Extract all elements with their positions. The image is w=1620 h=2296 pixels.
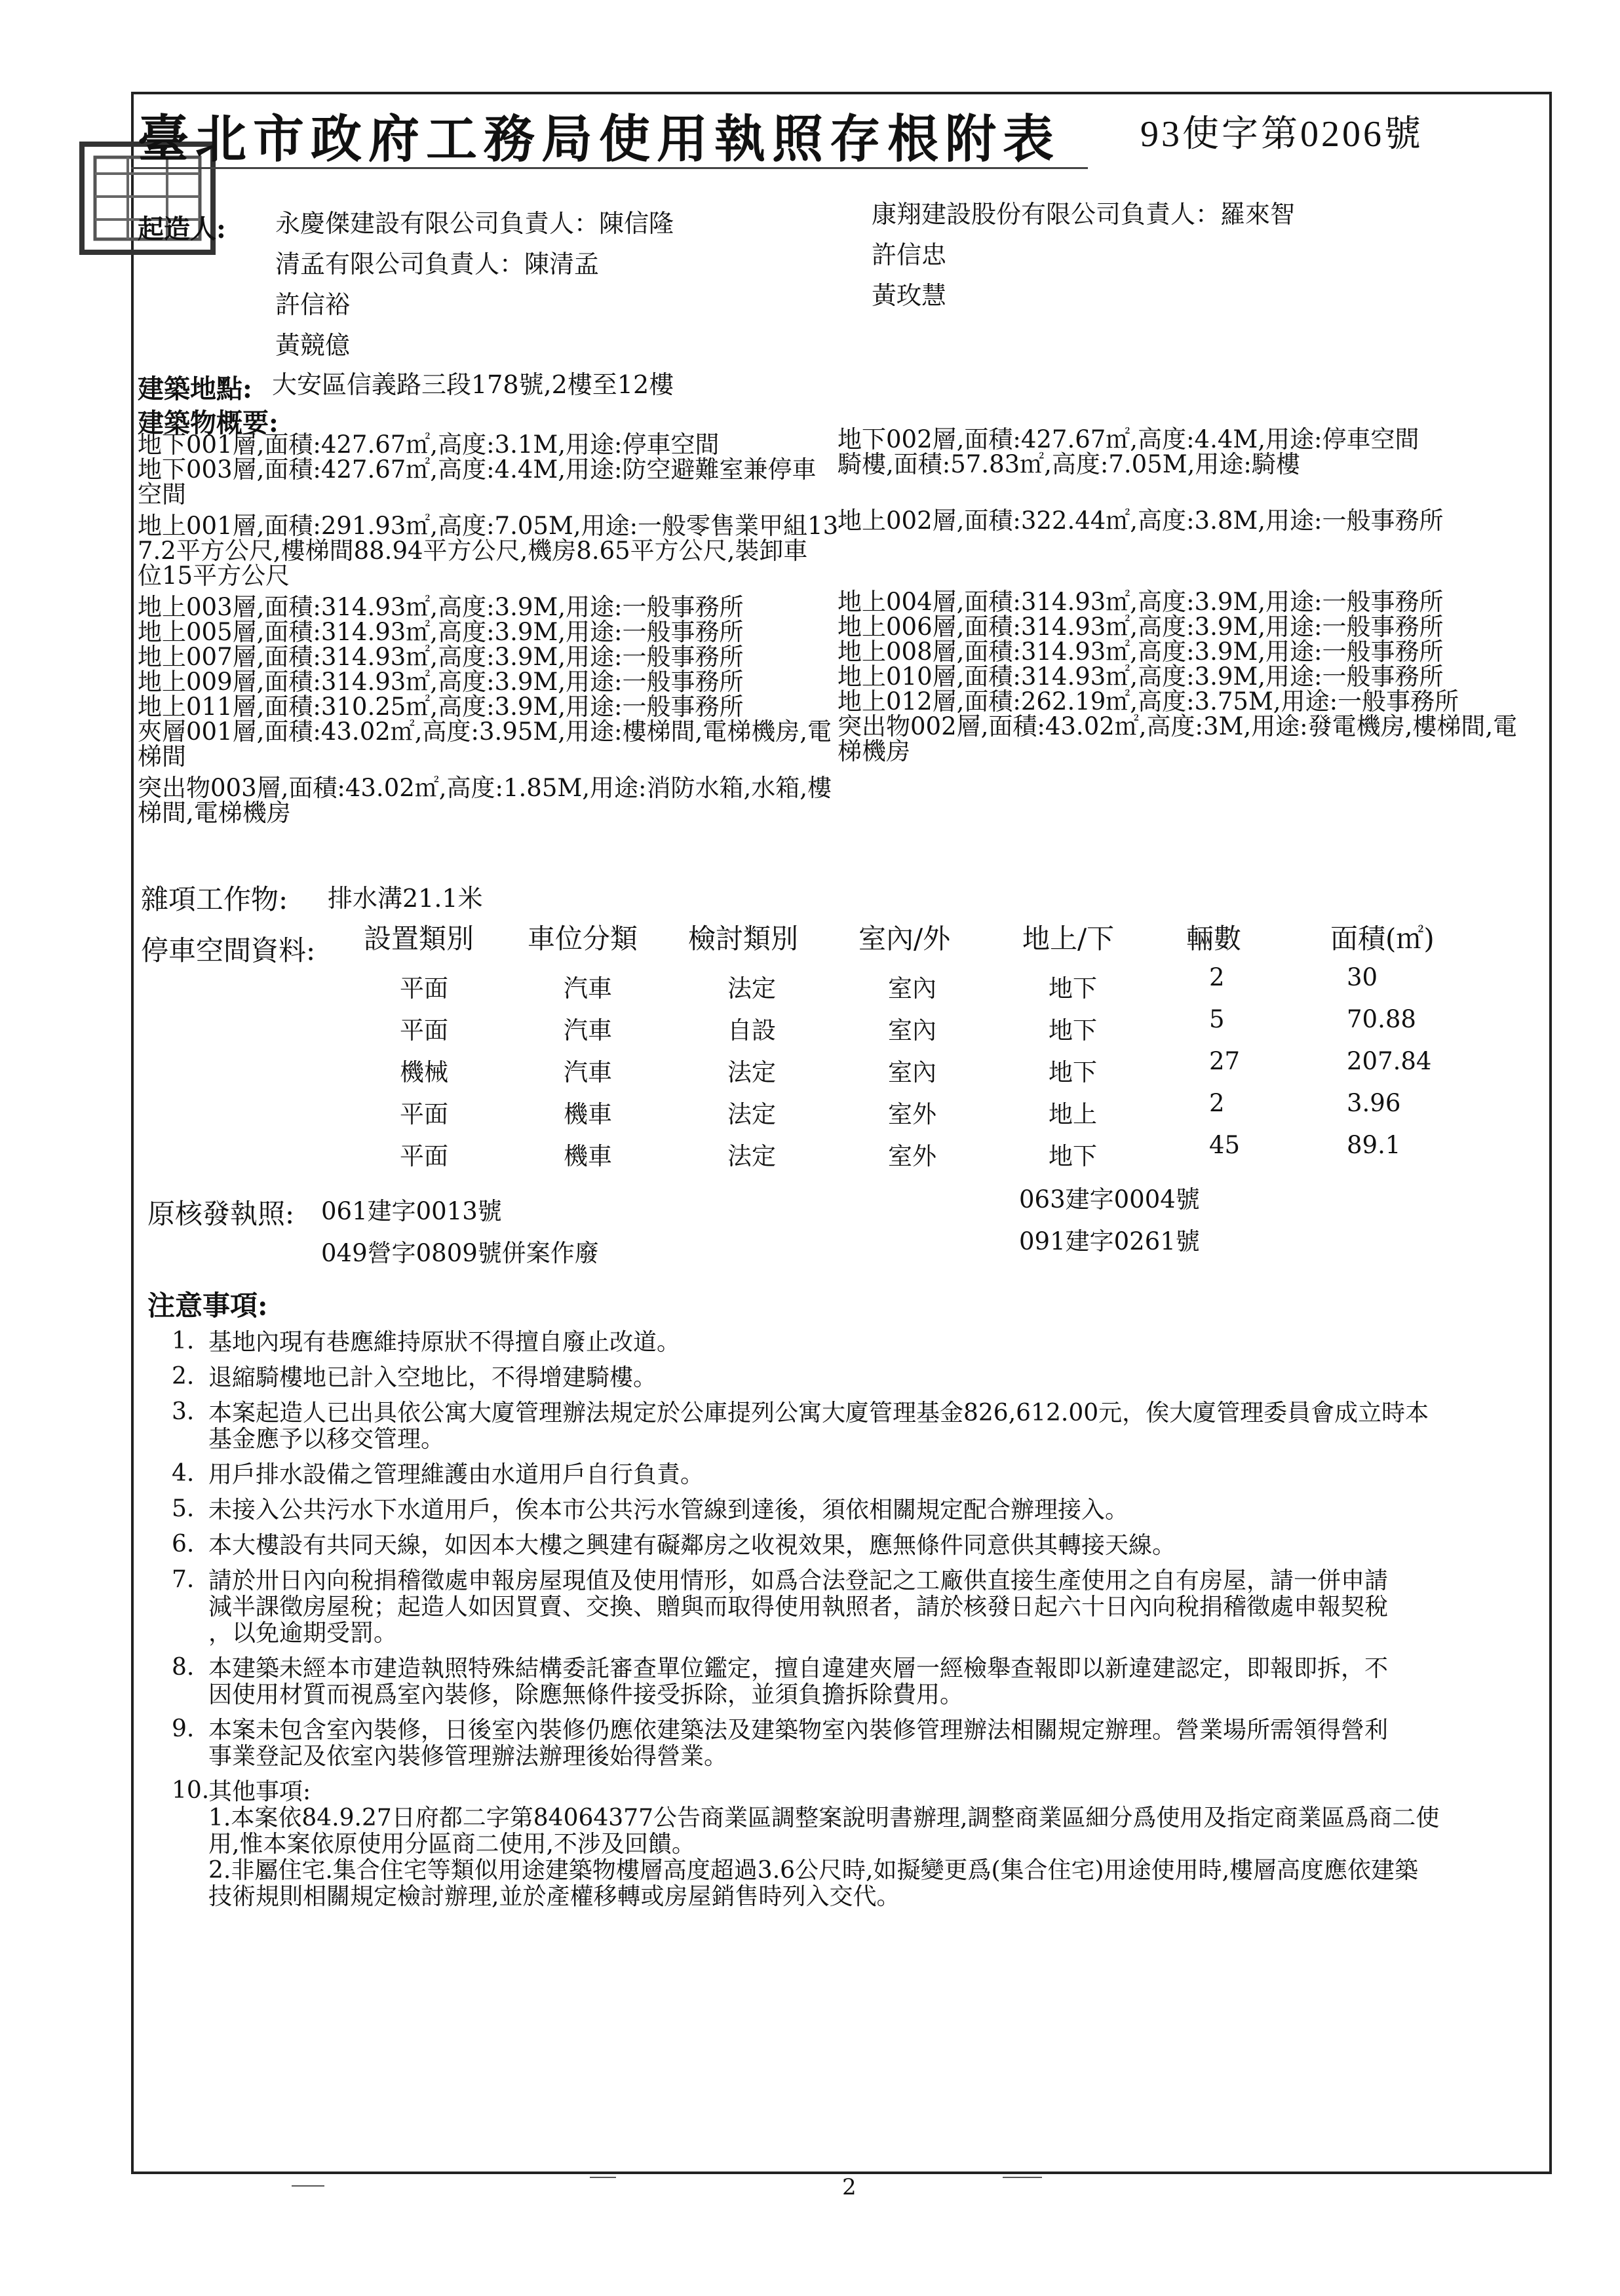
note-line: 技術規則相關規定檢討辦理,並於產權移轉或房屋銷售時列入交代。	[208, 1883, 900, 1910]
note-line: 其他事項:	[208, 1778, 311, 1805]
footer-mark	[1003, 2177, 1042, 2178]
note-number: 5.	[172, 1495, 195, 1522]
note-line: 未接入公共污水下水道用戶，俟本市公共污水管線到達後，須依相關規定配合辦理接入。	[208, 1497, 1129, 1523]
original-permits-label: 原核發執照:	[147, 1198, 295, 1230]
parking-column-header: 檢討類別	[688, 923, 799, 955]
parking-cell: 法定	[727, 1100, 776, 1128]
parking-cell: 70.88	[1347, 1005, 1416, 1033]
parking-cell: 207.84	[1347, 1047, 1432, 1075]
parking-cell: 室內	[888, 1058, 936, 1086]
parking-cell: 2	[1209, 1089, 1225, 1117]
parking-cell: 法定	[727, 974, 776, 1003]
note-number: 3.	[172, 1398, 195, 1425]
parking-cell: 平面	[400, 974, 448, 1003]
original-permit-left-1: 061建字0013號	[321, 1197, 502, 1225]
parking-cell: 法定	[727, 1058, 776, 1086]
parking-column-header: 室內/外	[858, 923, 951, 955]
footer-mark	[292, 2185, 324, 2187]
note-number: 1.	[172, 1328, 195, 1354]
overview-line-right: 地上010層,面積:314.93㎡,高度:3.9M,用途:一般事務所	[838, 662, 1444, 691]
overview-line-left: 地下003層,面積:427.67㎡,高度:4.4M,用途:防空避難室兼停車	[138, 455, 817, 484]
parking-cell: 汽車	[564, 1058, 612, 1086]
parking-cell: 地下	[1049, 974, 1097, 1003]
overview-line-right: 地下002層,面積:427.67㎡,高度:4.4M,用途:停車空間	[838, 425, 1419, 453]
note-line: 本案起造人已出具依公寓大廈管理辦法規定於公庫提列公寓大廈管理基金826,612.00元，俟大廈管理委員會成立時本	[208, 1400, 1429, 1426]
note-line: ，以免逾期受罰。	[208, 1620, 398, 1647]
parking-cell: 法定	[727, 1142, 776, 1170]
parking-cell: 3.96	[1347, 1089, 1401, 1117]
note-line: 基金應予以移交管理。	[208, 1426, 445, 1453]
overview-line-left: 地上009層,面積:314.93㎡,高度:3.9M,用途:一般事務所	[138, 668, 744, 696]
parking-cell: 30	[1347, 963, 1378, 991]
site-value: 大安區信義路三段178號,2樓至12樓	[272, 370, 674, 399]
document-title: 臺北市政府工務局使用執照存根附表	[138, 109, 1061, 169]
overview-line-right: 地上002層,面積:322.44㎡,高度:3.8M,用途:一般事務所	[838, 507, 1444, 535]
parking-cell: 27	[1209, 1047, 1241, 1075]
permit-number: 93使字第0206號	[1140, 114, 1423, 155]
parking-column-header: 面積(㎡)	[1330, 923, 1435, 955]
applicant-left-1: 永慶傑建設有限公司負責人：陳信隆	[275, 209, 674, 238]
parking-cell: 汽車	[564, 974, 612, 1003]
note-number: 6.	[172, 1531, 195, 1558]
parking-column-header: 輛數	[1186, 923, 1242, 955]
note-line: 本建築未經本市建造執照特殊結構委託審查單位鑑定，擅自違建夾層一經檢舉查報即以新違建認定，即報即拆，不	[208, 1655, 1389, 1682]
note-line: 退縮騎樓地已計入空地比，不得增建騎樓。	[208, 1364, 657, 1391]
overview-line-left: 地上003層,面積:314.93㎡,高度:3.9M,用途:一般事務所	[138, 593, 744, 621]
original-permit-right-1: 063建字0004號	[1019, 1185, 1200, 1214]
applicant-right-2: 許信忠	[872, 240, 947, 269]
note-line: 請於卅日內向稅捐稽徵處申報房屋現值及使用情形，如爲合法登記之工廠供直接生產使用之自有房屋，請一併申請	[208, 1567, 1389, 1594]
overview-line-right: 地上012層,面積:262.19㎡,高度:3.75M,用途:一般事務所	[838, 687, 1459, 716]
footer-mark	[590, 2177, 616, 2178]
overview-line-left: 梯間	[138, 742, 186, 771]
overview-line-left: 7.2平方公尺,樓梯間88.94平方公尺,機房8.65平方公尺,裝卸車	[138, 537, 808, 565]
overview-line-left: 地下001層,面積:427.67㎡,高度:3.1M,用途:停車空間	[138, 430, 720, 459]
overview-line-left: 空間	[138, 480, 186, 508]
parking-cell: 地下	[1049, 1142, 1097, 1170]
applicants-label: 起造人:	[138, 214, 226, 244]
original-permit-left-2: 049營字0809號併案作廢	[321, 1239, 599, 1267]
note-line: 本大樓設有共同天線，如因本大樓之興建有礙鄰房之收視效果，應無條件同意供其轉接天線。	[208, 1532, 1176, 1559]
overview-line-right: 突出物002層,面積:43.02㎡,高度:3M,用途:發電機房,樓梯間,電	[838, 712, 1518, 740]
overview-line-right: 騎樓,面積:57.83㎡,高度:7.05M,用途:騎樓	[838, 450, 1300, 478]
parking-column-header: 車位分類	[528, 923, 638, 955]
overview-line-left: 位15平方公尺	[138, 562, 290, 590]
overview-line-right: 地上006層,面積:314.93㎡,高度:3.9M,用途:一般事務所	[838, 613, 1444, 641]
overview-line-left: 地上007層,面積:314.93㎡,高度:3.9M,用途:一般事務所	[138, 643, 744, 671]
overview-label: 建築物概要:	[138, 408, 279, 438]
parking-cell: 89.1	[1347, 1131, 1401, 1159]
overview-line-right: 地上008層,面積:314.93㎡,高度:3.9M,用途:一般事務所	[838, 638, 1444, 666]
parking-column-header: 地上/下	[1022, 923, 1115, 955]
note-number: 10.	[172, 1777, 210, 1804]
applicant-left-2: 清孟有限公司負責人：陳清孟	[275, 250, 600, 278]
parking-cell: 機車	[564, 1142, 612, 1170]
page-number: 2	[842, 2174, 857, 2200]
parking-cell: 室內	[888, 974, 936, 1003]
misc-works-label: 雜項工作物:	[141, 883, 288, 915]
note-line: 用戶排水設備之管理維護由水道用戶自行負責。	[208, 1461, 704, 1488]
applicant-left-4: 黃競億	[275, 331, 351, 360]
note-line: 1.本案依84.9.27日府都二字第84064377公告商業區調整案說明書辦理,調整商業區細分爲使用及指定商業區爲商二使	[208, 1805, 1440, 1831]
parking-cell: 平面	[400, 1100, 448, 1128]
parking-cell: 地下	[1049, 1058, 1097, 1086]
note-line: 事業登記及依室內裝修管理辦法辦理後始得營業。	[208, 1743, 728, 1770]
parking-cell: 自設	[727, 1016, 776, 1044]
applicant-left-3: 許信裕	[275, 290, 351, 319]
parking-cell: 平面	[400, 1142, 448, 1170]
note-number: 7.	[172, 1566, 195, 1593]
note-line: 用,惟本案依原使用分區商二使用,不涉及回饋。	[208, 1831, 695, 1858]
parking-cell: 45	[1209, 1131, 1241, 1159]
note-line: 2.非屬住宅.集合住宅等類似用途建築物樓層高度超過3.6公尺時,如擬變更爲(集合住宅)用途使用時,樓層高度應依建築	[208, 1857, 1419, 1884]
overview-line-right: 地上004層,面積:314.93㎡,高度:3.9M,用途:一般事務所	[838, 588, 1444, 616]
parking-cell: 地上	[1049, 1100, 1097, 1128]
overview-line-left: 梯間,電梯機房	[138, 799, 291, 827]
parking-cell: 機械	[400, 1058, 448, 1086]
misc-works-value: 排水溝21.1米	[328, 884, 483, 913]
note-line: 減半課徵房屋稅；起造人如因買賣、交換、贈與而取得使用執照者，請於核發日起六十日內向稅捐稽徵處申報契稅	[208, 1594, 1389, 1620]
site-label: 建築地點:	[138, 373, 252, 404]
parking-cell: 機車	[564, 1100, 612, 1128]
note-number: 2.	[172, 1363, 195, 1390]
parking-cell: 2	[1209, 963, 1225, 991]
applicant-right-3: 黃玫慧	[872, 281, 947, 310]
applicant-right-1: 康翔建設股份有限公司負責人：羅來智	[872, 200, 1296, 229]
overview-line-right: 梯機房	[838, 737, 910, 765]
parking-cell: 室外	[888, 1142, 936, 1170]
note-line: 本案未包含室內裝修，日後室內裝修仍應依建築法及建築物室內裝修管理辦法相關規定辦理。營業場所需領得營利	[208, 1717, 1389, 1744]
overview-line-left: 地上011層,面積:310.25㎡,高度:3.9M,用途:一般事務所	[138, 693, 744, 721]
note-number: 8.	[172, 1654, 195, 1681]
original-permit-right-2: 091建字0261號	[1019, 1227, 1200, 1255]
note-number: 9.	[172, 1715, 195, 1742]
notes-label: 注意事項:	[147, 1290, 268, 1322]
parking-cell: 地下	[1049, 1016, 1097, 1044]
overview-line-left: 突出物003層,面積:43.02㎡,高度:1.85M,用途:消防水箱,水箱,樓	[138, 774, 832, 802]
overview-line-left: 夾層001層,面積:43.02㎡,高度:3.95M,用途:樓梯間,電梯機房,電	[138, 718, 832, 746]
parking-cell: 室內	[888, 1016, 936, 1044]
note-number: 4.	[172, 1460, 195, 1487]
parking-column-header: 設置類別	[364, 923, 474, 955]
note-line: 因使用材質而視爲室內裝修，除應無條件接受拆除，並須負擔拆除費用。	[208, 1681, 964, 1708]
overview-line-left: 地上005層,面積:314.93㎡,高度:3.9M,用途:一般事務所	[138, 618, 744, 646]
parking-cell: 平面	[400, 1016, 448, 1044]
parking-cell: 室外	[888, 1100, 936, 1128]
overview-line-left: 地上001層,面積:291.93㎡,高度:7.05M,用途:一般零售業甲組13	[138, 512, 839, 540]
note-line: 基地內現有巷應維持原狀不得擅自廢止改道。	[208, 1329, 681, 1356]
parking-cell: 5	[1209, 1005, 1225, 1033]
parking-cell: 汽車	[564, 1016, 612, 1044]
title-underline	[131, 167, 1088, 169]
parking-label: 停車空間資料:	[141, 934, 316, 966]
